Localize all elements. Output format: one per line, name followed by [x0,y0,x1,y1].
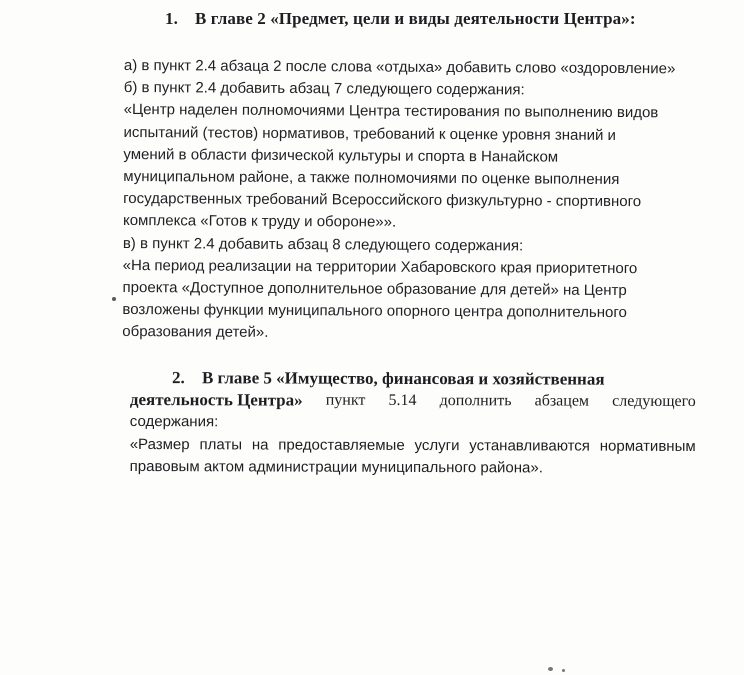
section-1-heading [165,9,636,29]
word: платы [199,435,243,453]
word: услуги [414,436,460,454]
word: предоставляемые [278,436,405,454]
section-1-body [122,55,724,347]
section-2-body [130,411,696,480]
quote-b-line-3: умений в области физической культуры и спорта в Нанайском [123,145,559,166]
section-2-number: 2. [171,368,185,388]
section-2-heading-bold: деятельность Центра» [129,389,303,410]
section-1-title: В главе 2 «Предмет, цели и виды деятельности Центра»: [195,9,636,28]
scan-speck [562,669,565,672]
section-1-number: 1. [165,9,178,28]
section-2-body-line-2: правовым актом администрации муниципального района». [129,457,543,477]
scan-speck [548,667,553,671]
section-2 [130,367,696,480]
word: дополнить [439,392,512,410]
item-b-line: б) в пункт 2.4 добавить абзац 7 следующего содержания: [123,79,525,99]
section-2-heading [130,367,696,391]
scan-speck [112,297,116,301]
quote-b-line-5: государственных требований Всероссийского физкультурно - спортивного [123,190,642,211]
section-2-heading-line-2 [130,389,696,413]
quote-c-line-3: возложены функции муниципального опорного центра дополнительного [122,301,627,322]
quote-c-line-4: образования детей». [122,323,269,342]
quote-c-line-2: проекта «Доступное дополнительное образование для детей» на Центр [122,279,627,300]
section-2-title: В главе 5 «Имущество, финансовая и хозяйственная [201,368,605,389]
word: пункт [325,391,366,409]
section-2-heading-line-3: содержания: [129,412,219,431]
section-2-body-line-1 [130,433,696,457]
word: 5.14 [388,391,417,410]
quote-b-line-6: комплекса «Готов к труду и обороне»». [122,212,397,232]
quote-b-line-4: муниципальном районе, а также полномочиями по оценке выполнения [123,168,620,189]
word: устанавливаются [469,436,590,455]
item-c-line: в) в пункт 2.4 добавить абзац 8 следующего содержания: [122,234,524,255]
word: на [251,435,269,453]
word: абзацем [534,392,590,410]
word: «Размер [129,435,190,453]
item-a-line: а) в пункт 2.4 абзаца 2 после слова «отдыха» добавить слово «оздоровление» [123,56,676,78]
quote-c-line-1: «На период реализации на территории Хабаровского края приоритетного [122,256,638,277]
word: нормативным [599,437,696,455]
quote-b-line-2: испытаний (тестов) нормативов, требований к оценке уровня знаний и [123,123,616,144]
quote-b-line-1: «Центр наделен полномочиями Центра тестирования по выполнению видов [123,101,659,122]
word: следующего [612,392,696,410]
